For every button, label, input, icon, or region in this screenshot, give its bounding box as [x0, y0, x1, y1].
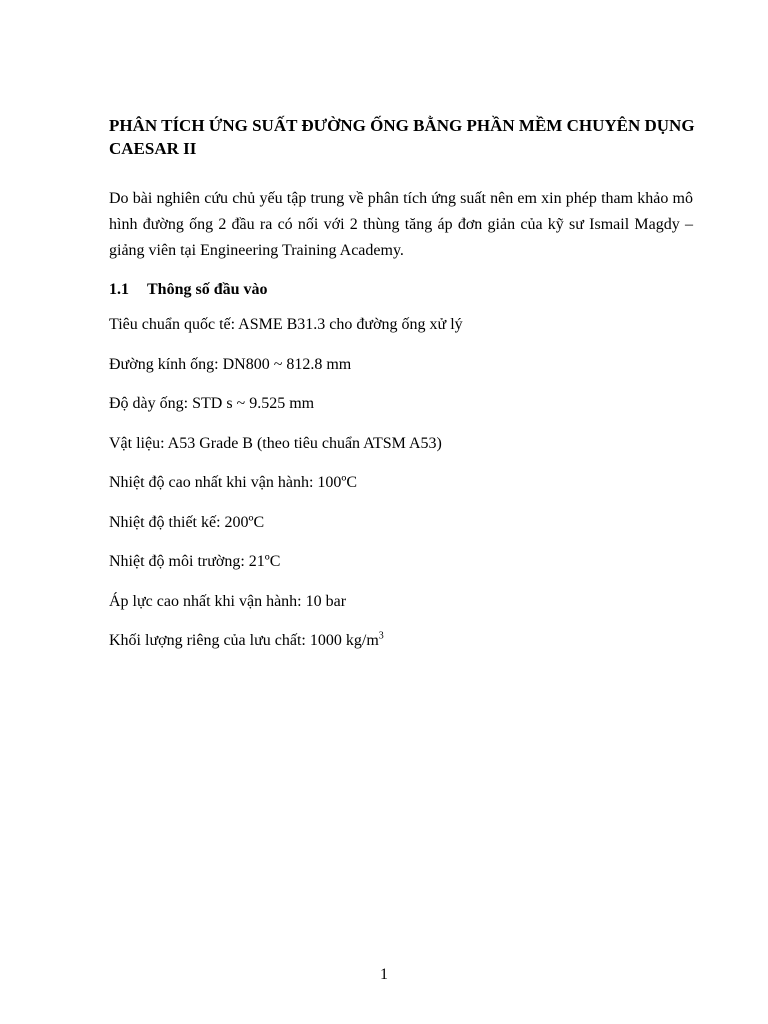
section-heading — [109, 280, 268, 300]
density-superscript: 3 — [378, 630, 384, 642]
spec-item-thickness: Độ dày ống: STD s ~ 9.525 mm — [109, 395, 315, 412]
spec-item-fluid-density — [109, 631, 463, 671]
spec-item-material: Vật liệu: A53 Grade B (theo tiêu chuẩn ATSM A53) — [109, 434, 442, 452]
intro-paragraph: Do bài nghiên cứu chủ yếu tập trung về phân tích ứng suất nên em xin phép tham khảo mô hình đường ống 2 đầu ra có nối với 2 thùng tăng áp đơn giản của kỹ sư Ismail Magdy – giảng viên tại Engineering Training Academy. — [109, 190, 693, 259]
spec-item-max-operating-temp: Nhiệt độ cao nhất khi vận hành: 100ºC — [109, 474, 358, 491]
spec-item-max-operating-pressure: Áp lực cao nhất khi vận hành: 10 bar — [109, 592, 347, 610]
spec-item-design-temp: Nhiệt độ thiết kế: 200ºC — [109, 513, 265, 531]
spec-list — [109, 315, 463, 671]
document-title: PHÂN TÍCH ỨNG SUẤT ĐƯỜNG ỐNG BẰNG PHẦN MỀM CHUYÊN DỤNG CAESAR II — [109, 116, 695, 158]
spec-item-standard: Tiêu chuẩn quốc tế: ASME B31.3 cho đường ống xử lý — [109, 316, 463, 333]
spec-item-ambient-temp: Nhiệt độ môi trường: 21ºC — [109, 553, 281, 570]
section-number: 1.1 — [109, 281, 129, 298]
density-text: Khối lượng riêng của lưu chất: 1000 kg/m — [109, 632, 379, 649]
section-title: Thông số đầu vào — [147, 281, 268, 298]
page-number: 1 — [380, 966, 388, 983]
spec-item-diameter: Đường kính ống: DN800 ~ 812.8 mm — [109, 355, 352, 373]
